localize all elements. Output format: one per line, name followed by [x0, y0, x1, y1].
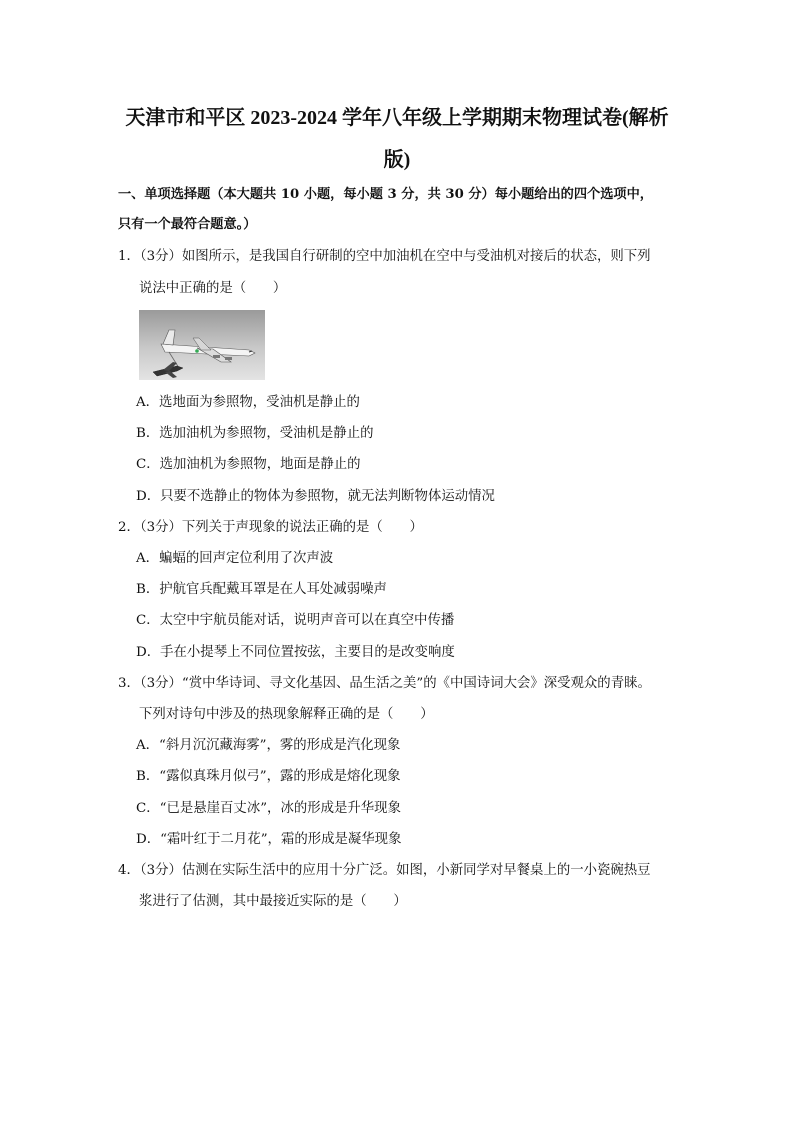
question-3-option-a: A．“斜月沉沉藏海雾”，雾的形成是汽化现象	[136, 738, 401, 753]
aerial-refueling-photo	[139, 310, 265, 380]
question-2-option-a: A．蝙蝠的回声定位利用了次声波	[136, 551, 334, 566]
question-1-option-b: B．选加油机为参照物，受油机是静止的	[136, 426, 374, 441]
question-3-option-b: B．“露似真珠月似弓”，露的形成是熔化现象	[136, 769, 401, 784]
question-4-stem-continued: 浆进行了估测，其中最接近实际的是（ ）	[139, 894, 407, 909]
aircraft-illustration	[139, 310, 265, 380]
question-2-option-c: C．太空中宇航员能对话，说明声音可以在真空中传播	[136, 613, 455, 628]
document-title-line-2: 版)	[383, 149, 411, 171]
question-2-option-d: D．手在小提琴上不同位置按弦，主要目的是改变响度	[136, 645, 455, 660]
question-3-option-c: C．“已是悬崖百丈冰”，冰的形成是升华现象	[136, 801, 401, 816]
question-4-stem: 4．（3分）估测在实际生活中的应用十分广泛。如图，小新同学对早餐桌上的一小瓷碗热豆	[118, 863, 651, 878]
question-1-stem: 1．（3分）如图所示，是我国自行研制的空中加油机在空中与受油机对接后的状态，则下列	[118, 249, 651, 264]
question-1-option-c: C．选加油机为参照物，地面是静止的	[136, 457, 361, 472]
question-2-stem: 2．（3分）下列关于声现象的说法正确的是（ ）	[118, 520, 423, 535]
section-heading-line-2: 只有一个最符合题意。）	[118, 217, 257, 232]
question-3-stem-continued: 下列对诗句中涉及的热现象解释正确的是（ ）	[139, 707, 434, 722]
document-title-line-1: 天津市和平区 2023-2024 学年八年级上学期期末物理试卷(解析	[125, 107, 669, 129]
question-3-option-d: D．“霜叶红于二月花”，霜的形成是凝华现象	[136, 832, 402, 847]
section-heading-line-1: 一、单项选择题（本大题共 10 小题，每小题 3 分，共 30 分）每小题给出的四个选项中，	[118, 187, 653, 202]
question-2-option-b: B．护航官兵配戴耳罩是在人耳处减弱噪声	[136, 582, 387, 597]
question-1-option-d: D．只要不选静止的物体为参照物，就无法判断物体运动情况	[136, 489, 495, 504]
question-1-stem-continued: 说法中正确的是（ ）	[139, 281, 287, 296]
question-1-option-a: A．选地面为参照物，受油机是静止的	[136, 395, 360, 410]
question-3-stem: 3．（3分）“赏中华诗词、寻文化基因、品生活之美”的《中国诗词大会》深受观众的青睐。	[118, 676, 651, 691]
